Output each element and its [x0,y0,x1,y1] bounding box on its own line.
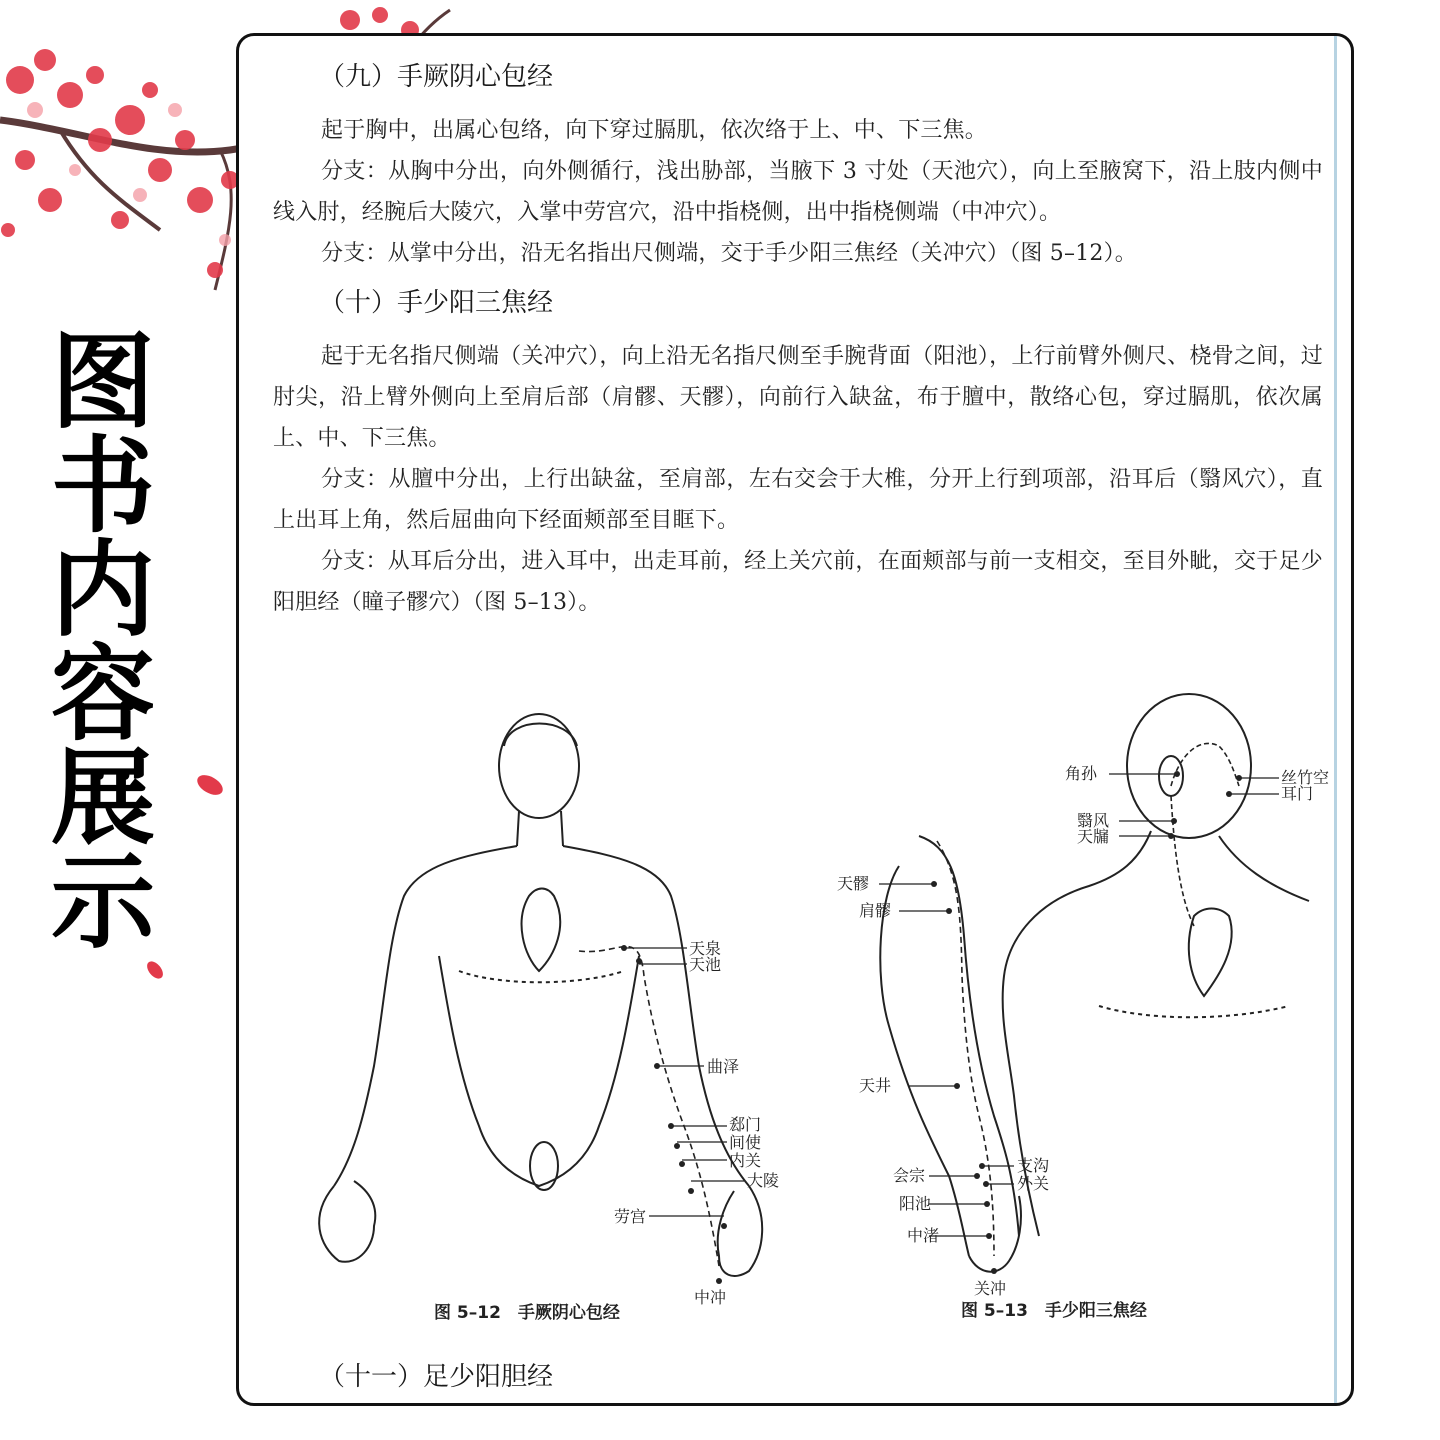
book-page [236,33,1354,1406]
point-label: 支沟 [1017,1156,1050,1175]
point-label: 翳风 [1077,811,1110,830]
title-char: 内 [50,529,155,651]
figure-5-12-illustration [279,686,799,1307]
point-label: 耳门 [1281,784,1314,803]
section-heading: （十一）足少阳胆经 [319,1362,554,1392]
paragraph: 起于胸中，出属心包络，向下穿过膈肌，依次络于上、中、下三焦。 [321,118,988,143]
point-label: 大陵 [747,1171,780,1190]
point-label: 丝竹空 [1281,768,1330,787]
point-label: 劳宫 [614,1207,647,1226]
point-label: 天井 [859,1076,892,1095]
point-label: 阳池 [899,1194,932,1213]
page-text [273,54,1323,623]
point-label: 角孙 [1065,764,1098,783]
petal-icon [190,765,230,805]
point-label: 中渚 [907,1226,940,1245]
point-label: 郄门 [729,1115,762,1134]
title-char: 书 [50,425,155,547]
figure-5-13-illustration [799,676,1330,1298]
figure-caption: 图 5–13 手少阳三焦经 [961,1301,1147,1321]
vertical-title [38,321,168,963]
title-char: 图 [50,321,155,443]
section-heading: （十）手少阳三焦经 [319,288,554,318]
point-label: 天泉 [689,939,722,958]
title-char: 示 [50,841,155,963]
figure-caption: 图 5–12 手厥阴心包经 [434,1303,620,1323]
paragraph: 分支：从掌中分出，沿无名指出尺侧端，交于手少阳三焦经（关冲穴）（图 5–12）。 [321,241,1137,266]
point-label: 天池 [689,955,722,974]
point-label: 曲泽 [707,1057,740,1076]
paragraph: 分支：从耳后分出，进入耳中，出走耳前，经上关穴前，在面颊部与前一支相交，至目外眦，交于足少阳胆经（瞳子髎穴）（图 5–13）。 [273,549,1323,615]
point-label: 内关 [729,1151,762,1170]
paragraph: 起于无名指尺侧端（关冲穴），向上沿无名指尺侧至手腕背面（阳池），上行前臂外侧尺、桡骨之间，过肘尖，沿上臂外侧向上至肩后部（肩髎、天髎），向前行入缺盆，布于膻中，散络心包，穿过膈肌，依次属上、中、下三焦。 [273,344,1323,451]
point-label: 关冲 [974,1279,1007,1298]
paragraph: 分支：从胸中分出，向外侧循行，浅出胁部，当腋下 3 寸处（天池穴），向上至腋窝下，沿上肢内侧中线入肘，经腕后大陵穴，入掌中劳宫穴，沿中指桡侧，出中指桡侧端（中冲穴）。 [273,159,1323,225]
title-char: 展 [50,737,155,859]
title-char: 容 [50,633,155,755]
point-label: 肩髎 [859,901,892,920]
point-label: 中冲 [694,1288,727,1307]
section-heading: （九）手厥阴心包经 [319,62,554,92]
point-label: 间使 [729,1133,762,1152]
point-label: 天髎 [837,874,870,893]
point-label: 天牖 [1077,827,1110,846]
page-edge [1334,36,1337,1403]
point-label: 外关 [1017,1174,1050,1193]
point-label: 会宗 [893,1166,926,1185]
paragraph: 分支：从膻中分出，上行出缺盆，至肩部，左右交会于大椎，分开上行到项部，沿耳后（翳风穴），直上出耳上角，然后屈曲向下经面颊部至目眶下。 [273,467,1323,533]
